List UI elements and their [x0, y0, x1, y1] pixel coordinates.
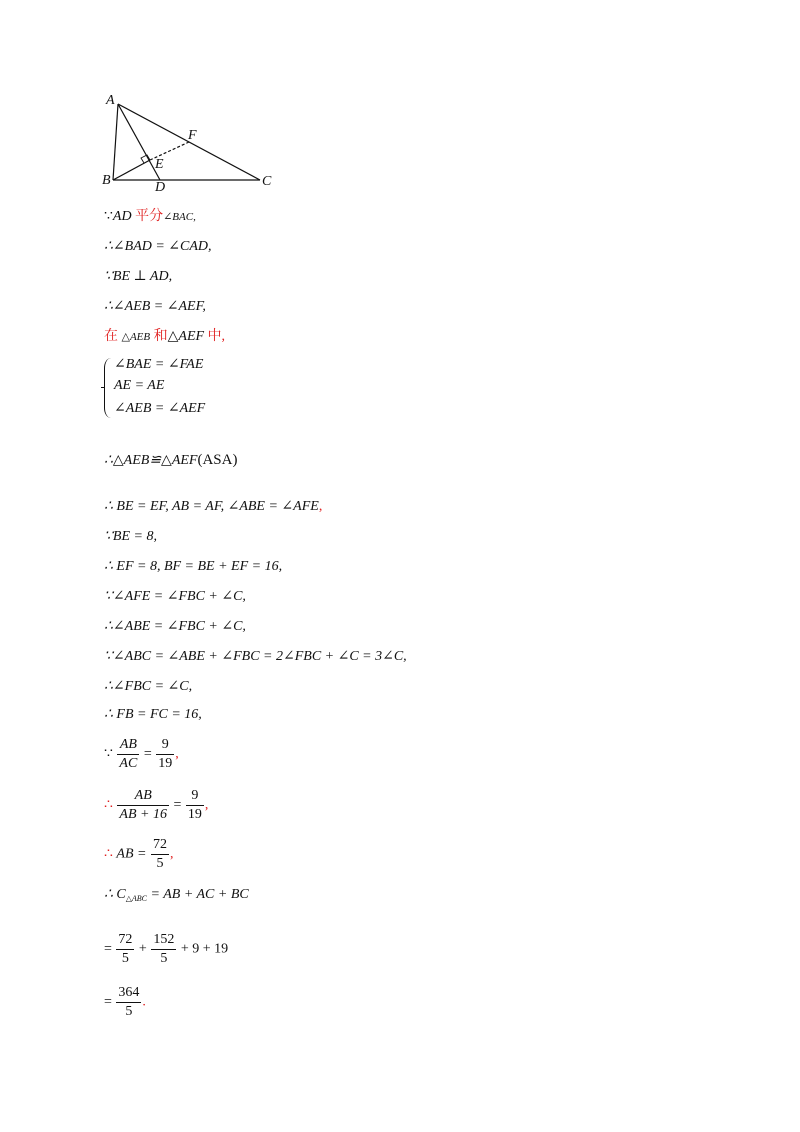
proof-line-8: ∵BE = 8, [104, 529, 157, 544]
proof-line-13: ∴∠FBC = ∠C, [104, 679, 193, 694]
fraction-ab-over-ac: $\frac{AB}{AC}$ [119, 737, 138, 771]
proof-line-15: ∵ $\frac{AB}{AC}$ = $\frac{9}{19}$ , [104, 737, 179, 771]
proof-line-7: ∴ BE = EF, AB = AF, ∠ABE = ∠AFE, [104, 499, 323, 514]
fraction-72-over-5: $\frac{72}{5}$ [152, 837, 167, 871]
label-e: E [155, 157, 164, 172]
label-a: A [106, 93, 115, 108]
fraction-9-over-19: $\frac{9}{19}$ [158, 737, 173, 771]
proof-line-5: 在 △AEB 和△AEF 中, [104, 329, 226, 344]
proof-line-9: ∴ EF = 8, BF = BE + EF = 16, [104, 559, 283, 574]
triangle-diagram [100, 92, 300, 202]
proof-line-14: ∴ FB = FC = 16, [104, 707, 202, 722]
proof-line-11: ∴∠ABE = ∠FBC + ∠C, [104, 619, 246, 634]
proof-line-3: ∵BE ⊥ AD, [104, 269, 173, 284]
triangle-figure [100, 92, 300, 202]
left-brace [104, 358, 112, 418]
segment-ab [113, 104, 118, 180]
fraction-72-over-5-b: $\frac{72}{5}$ [118, 932, 133, 966]
label-b: B [102, 173, 111, 188]
system-row-3: ∠AEB = ∠AEF [114, 401, 206, 416]
proof-line-19: = $\frac{72}{5}$ + $\frac{152}{5}$ + 9 + 19 [104, 932, 229, 966]
proof-line-6: ∴△AEB≌△AEF(ASA) [104, 452, 238, 468]
proof-line-12: ∵∠ABC = ∠ABE + ∠FBC = 2∠FBC + ∠C = 3∠C, [104, 649, 407, 664]
fraction-ab-over-ab16: $\frac{AB}{AB + 16}$ [119, 788, 167, 822]
proof-line-4: ∴∠AEB = ∠AEF, [104, 299, 206, 314]
label-d: D [155, 180, 166, 195]
system-row-2: AE = AE [114, 378, 165, 393]
proof-line-20: = $\frac{364}{5}$ . [104, 985, 146, 1019]
proof-line-16: ∴ $\frac{AB}{AB + 16}$ = $\frac{9}{19}$ , [104, 788, 209, 822]
proof-line-1: ∵AD 平分∠BAC, [104, 209, 196, 224]
segment-be [113, 160, 150, 180]
fraction-9-over-19-b: $\frac{9}{19}$ [187, 788, 202, 822]
proof-line-18: ∴ $C_{\triangle ABC}$ = AB + AC + BC [104, 887, 249, 903]
proof-line-17: ∴ AB = $\frac{72}{5}$ , [104, 837, 174, 871]
fraction-152-over-5: $\frac{152}{5}$ [153, 932, 175, 966]
fraction-364-over-5: $\frac{364}{5}$ [118, 985, 140, 1019]
system-row-1: ∠BAE = ∠FAE [114, 357, 204, 372]
proof-line-10: ∵∠AFE = ∠FBC + ∠C, [104, 589, 246, 604]
label-f: F [188, 128, 197, 143]
proof-line-2: ∴∠BAD = ∠CAD, [104, 239, 212, 254]
label-c: C [262, 174, 272, 189]
